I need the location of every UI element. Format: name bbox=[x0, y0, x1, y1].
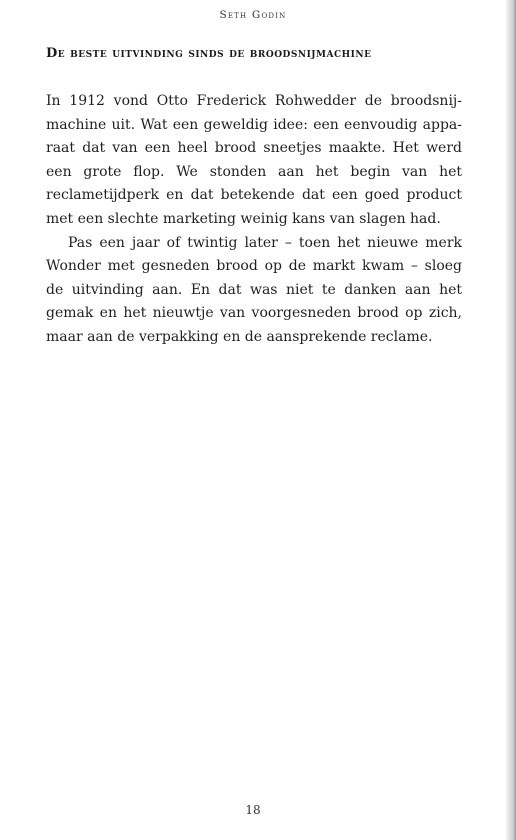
section-title: De beste uitvinding sinds de broodsnijmachine bbox=[46, 46, 372, 61]
running-head: Seth Godin bbox=[219, 9, 287, 21]
paragraph-2: Pas een jaar of twintig later – toen het nieuwe merk Wonder met gesneden brood op de markt kwam – sloeg de uitvinding aan. En dat was niet te danken aan het gemak en het nieuwtje van voorgesneden brood op zich, maar aan de verpakking en de aansprekende reclame. bbox=[46, 234, 462, 345]
page-number: 18 bbox=[245, 803, 261, 817]
body-text bbox=[46, 90, 462, 350]
paragraph-1: In 1912 vond Otto Frederick Rohwedder de broodsnijmachine uit. Wat een geweldig idee: een eenvoudig apparaat dat van een heel brood sneetjes maakte. Het werd een grote flop. We stonden aan het begin van het reclametijdperk en dat betekende dat een goed product met een slechte marketing weinig kans van slagen had. bbox=[46, 93, 462, 227]
page-edge-shadow bbox=[506, 0, 516, 840]
